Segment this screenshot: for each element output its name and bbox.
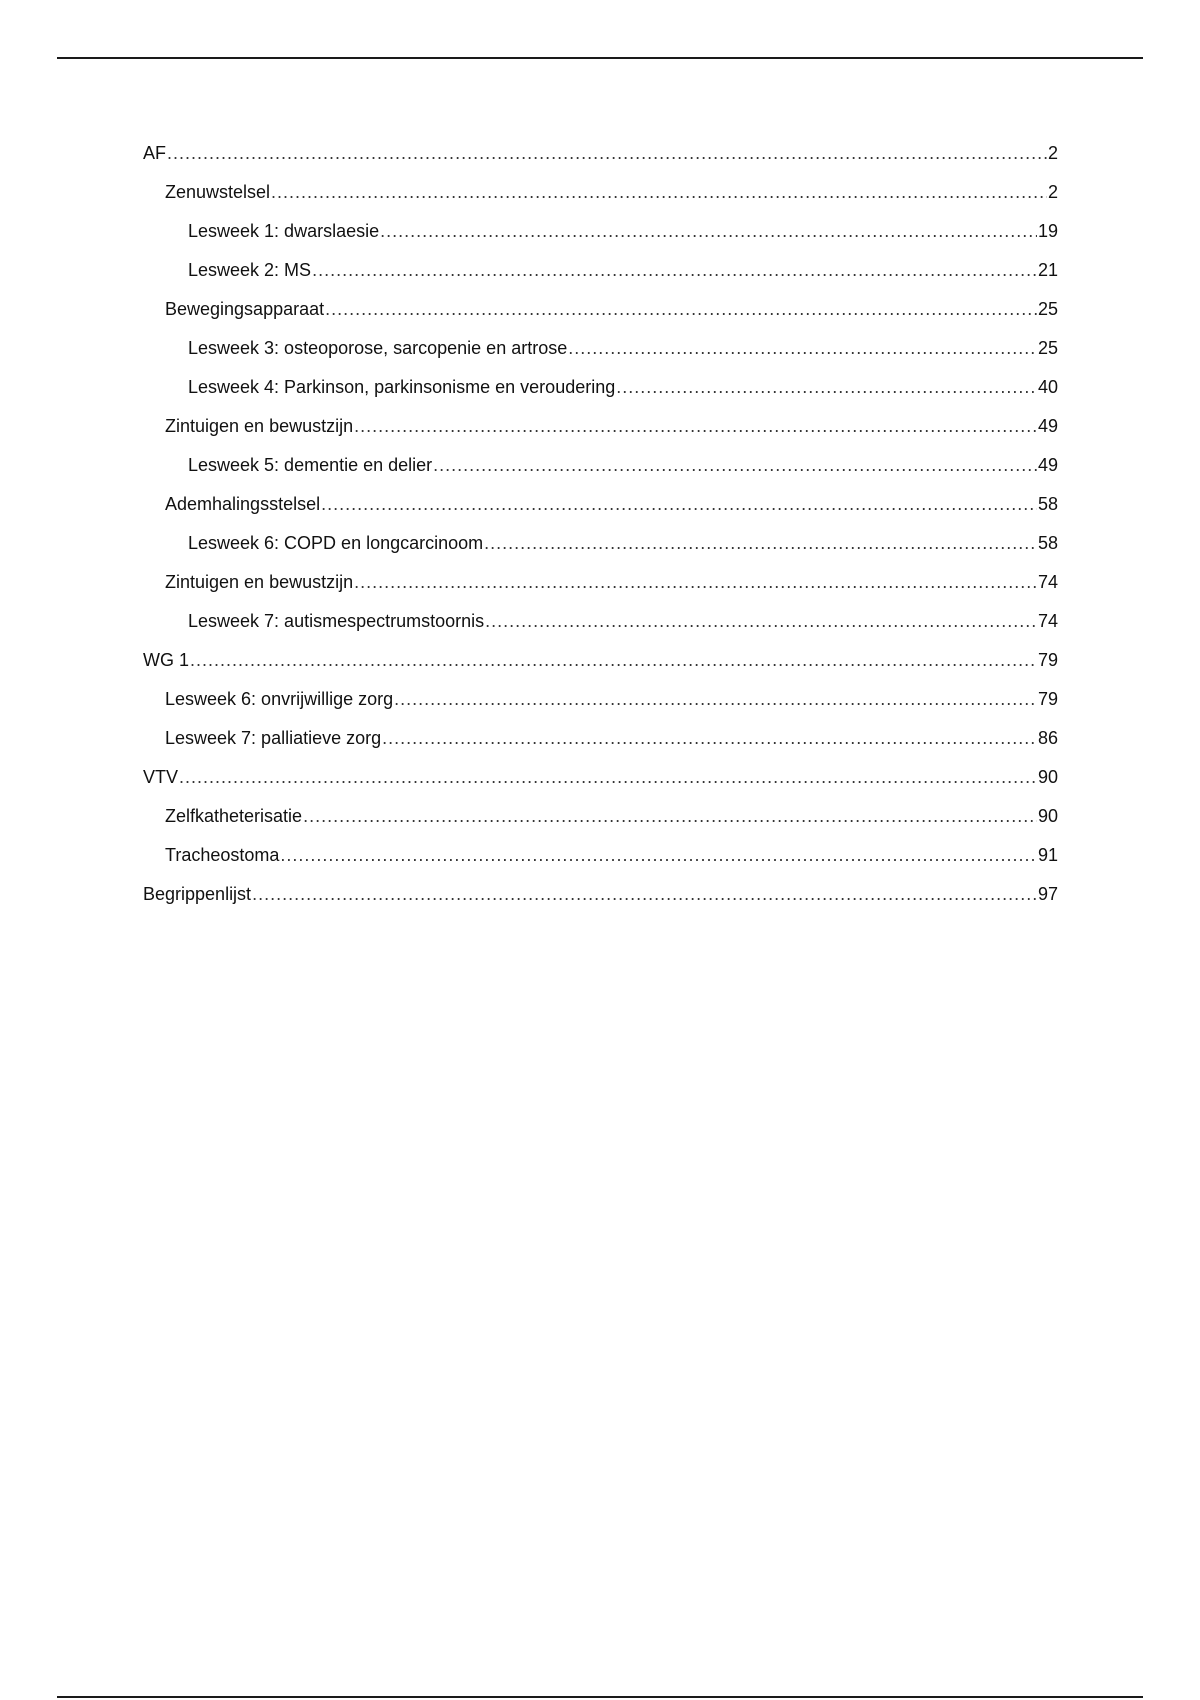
toc-entry-label: VTV [143, 767, 179, 787]
toc-entry-zenuwstelsel[interactable] [143, 181, 1058, 220]
toc-entry-page: 79 [1037, 650, 1058, 670]
toc-entry-label: Lesweek 6: COPD en longcarcinoom [188, 533, 484, 553]
toc-dot-leader [325, 298, 1037, 320]
toc-dot-leader [190, 649, 1037, 671]
toc-entry-page: 74 [1037, 572, 1058, 592]
toc-dot-leader [321, 493, 1037, 515]
toc-entry-page: 91 [1037, 845, 1058, 865]
footer-rule [57, 1696, 1143, 1698]
toc-entry-lesweek-7-palliatief[interactable] [143, 727, 1058, 766]
toc-entry-label: Zelfkatheterisatie [165, 806, 303, 826]
toc-dot-leader [380, 220, 1037, 242]
toc-entry-bewegingsapparaat[interactable] [143, 298, 1058, 337]
toc-entry-page: 25 [1037, 338, 1058, 358]
toc-dot-leader [271, 181, 1047, 203]
toc-entry-lesweek-6-onvrijwillig[interactable] [143, 688, 1058, 727]
header-rule [57, 57, 1143, 59]
toc-entry-page: 2 [1047, 143, 1058, 163]
toc-entry-vtv[interactable] [143, 766, 1058, 805]
toc-entry-label: Lesweek 3: osteoporose, sarcopenie en artrose [188, 338, 568, 358]
toc-entry-lesweek-5[interactable] [143, 454, 1058, 493]
toc-entry-ademhalingsstelsel[interactable] [143, 493, 1058, 532]
toc-dot-leader [354, 571, 1037, 593]
toc-entry-page: 49 [1037, 455, 1058, 475]
toc-entry-lesweek-2[interactable] [143, 259, 1058, 298]
toc-entry-page: 58 [1037, 494, 1058, 514]
toc-dot-leader [167, 142, 1047, 164]
toc-entry-page: 79 [1037, 689, 1058, 709]
toc-entry-page: 21 [1037, 260, 1058, 280]
toc-entry-label: Zenuwstelsel [165, 182, 271, 202]
toc-dot-leader [280, 844, 1037, 866]
toc-dot-leader [484, 532, 1037, 554]
toc-entry-label: Zintuigen en bewustzijn [165, 572, 354, 592]
toc-dot-leader [312, 259, 1037, 281]
toc-dot-leader [433, 454, 1037, 476]
toc-dot-leader [354, 415, 1037, 437]
toc-entry-page: 97 [1037, 884, 1058, 904]
toc-entry-af[interactable] [143, 142, 1058, 181]
toc-entry-page: 19 [1037, 221, 1058, 241]
toc-entry-label: Lesweek 1: dwarslaesie [188, 221, 380, 241]
toc-entry-page: 40 [1037, 377, 1058, 397]
toc-entry-label: Lesweek 7: palliatieve zorg [165, 728, 382, 748]
toc-entry-label: Zintuigen en bewustzijn [165, 416, 354, 436]
toc-entry-page: 90 [1037, 806, 1058, 826]
toc-entry-lesweek-1[interactable] [143, 220, 1058, 259]
toc-dot-leader [252, 883, 1037, 905]
toc-entry-label: AF [143, 143, 167, 163]
table-of-contents [143, 142, 1058, 922]
toc-entry-lesweek-6-copd[interactable] [143, 532, 1058, 571]
toc-entry-label: Lesweek 5: dementie en delier [188, 455, 433, 475]
toc-entry-begrippenlijst[interactable] [143, 883, 1058, 922]
toc-dot-leader [303, 805, 1037, 827]
toc-entry-label: WG 1 [143, 650, 190, 670]
toc-entry-page: 2 [1047, 182, 1058, 202]
toc-entry-label: Ademhalingsstelsel [165, 494, 321, 514]
toc-entry-lesweek-3[interactable] [143, 337, 1058, 376]
toc-dot-leader [616, 376, 1037, 398]
toc-entry-lesweek-7-ass[interactable] [143, 610, 1058, 649]
toc-entry-label: Lesweek 7: autismespectrumstoornis [188, 611, 485, 631]
toc-entry-page: 74 [1037, 611, 1058, 631]
toc-entry-page: 90 [1037, 767, 1058, 787]
toc-entry-page: 86 [1037, 728, 1058, 748]
toc-dot-leader [179, 766, 1037, 788]
toc-entry-zintuigen-1[interactable] [143, 415, 1058, 454]
toc-dot-leader [568, 337, 1037, 359]
toc-entry-wg1[interactable] [143, 649, 1058, 688]
toc-entry-label: Lesweek 6: onvrijwillige zorg [165, 689, 394, 709]
toc-entry-label: Bewegingsapparaat [165, 299, 325, 319]
toc-entry-label: Begrippenlijst [143, 884, 252, 904]
toc-entry-lesweek-4[interactable] [143, 376, 1058, 415]
toc-entry-label: Tracheostoma [165, 845, 280, 865]
toc-entry-tracheostoma[interactable] [143, 844, 1058, 883]
toc-entry-zelfkatheterisatie[interactable] [143, 805, 1058, 844]
toc-entry-page: 25 [1037, 299, 1058, 319]
toc-dot-leader [394, 688, 1037, 710]
toc-entry-page: 49 [1037, 416, 1058, 436]
toc-entry-label: Lesweek 4: Parkinson, parkinsonisme en veroudering [188, 377, 616, 397]
toc-entry-page: 58 [1037, 533, 1058, 553]
toc-dot-leader [485, 610, 1037, 632]
toc-entry-label: Lesweek 2: MS [188, 260, 312, 280]
toc-dot-leader [382, 727, 1037, 749]
toc-entry-zintuigen-2[interactable] [143, 571, 1058, 610]
